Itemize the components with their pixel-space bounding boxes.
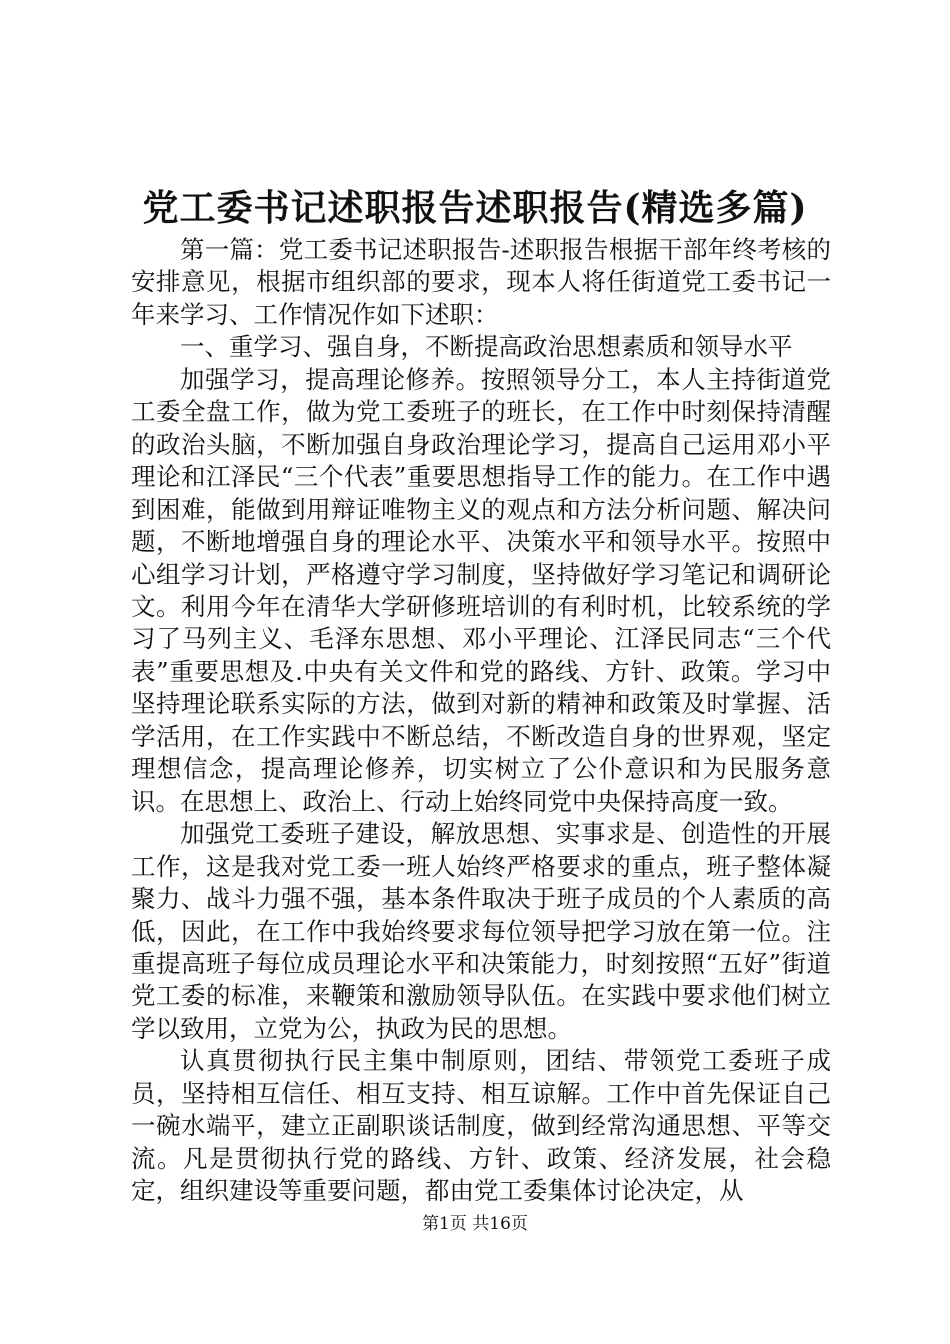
document-title: 党工委书记述职报告述职报告(精选多篇)	[142, 187, 808, 229]
page-footer: 第1页 共16页	[422, 1214, 528, 1234]
section-heading: 一、重学习、强自身，不断提高政治思想素质和领导水平	[180, 332, 793, 362]
paragraph-democratic-centralism: 认真贯彻执行民主集中制原则，团结、带领党工委班子成员，坚持相互信任、相互支持、相互谅解。工作中首先保证自己一碗水端平，建立正副职谈话制度，做到经常沟通思想、平等交流。凡是贯彻执行党的路线、方针、政策、经济发展，社会稳定，组织建设等重要问题，都由党工委集体讨论决定，从	[131, 1046, 831, 1206]
paragraph-intro: 第一篇：党工委书记述职报告-述职报告根据干部年终考核的安排意见，根据市组织部的要求，现本人将任街道党工委书记一年来学习、工作情况作如下述职：	[131, 235, 831, 329]
document-body	[131, 234, 831, 1208]
paragraph-study: 加强学习，提高理论修养。按照领导分工，本人主持街道党工委全盘工作，做为党工委班子的班长，在工作中时刻保持清醒的政治头脑，不断加强自身政治理论学习，提高自己运用邓小平理论和江泽民“三个代表”重要思想指导工作的能力。在工作中遇到困难，能做到用辩证唯物主义的观点和方法分析问题、解决问题，不断地增强自身的理论水平、决策水平和领导水平。按照中心组学习计划，严格遵守学习制度，坚持做好学习笔记和调研论文。利用今年在清华大学研修班培训的有利时机，比较系统的学习了马列主义、毛泽东思想、邓小平理论、江泽民同志“三个代表”重要思想及.中央有关文件和党的路线、方针、政策。学习中坚持理论联系实际的方法，做到对新的精神和政策及时掌握、活学活用，在工作实践中不断总结，不断改造自身的世界观，坚定理想信念，提高理论修养，切实树立了公仆意识和为民服务意识。在思想上、政治上、行动上始终同党中央保持高度一致。	[131, 364, 831, 816]
paragraph-team-building: 加强党工委班子建设，解放思想、实事求是、创造性的开展工作，这是我对党工委一班人始终严格要求的重点，班子整体凝聚力、战斗力强不强，基本条件取决于班子成员的个人素质的高低，因此，在工作中我始终要求每位领导把学习放在第一位。注重提高班子每位成员理论水平和决策能力，时刻按照“五好”街道党工委的标准，来鞭策和激励领导队伍。在实践中要求他们树立学以致用，立党为公，执政为民的思想。	[131, 819, 831, 1043]
